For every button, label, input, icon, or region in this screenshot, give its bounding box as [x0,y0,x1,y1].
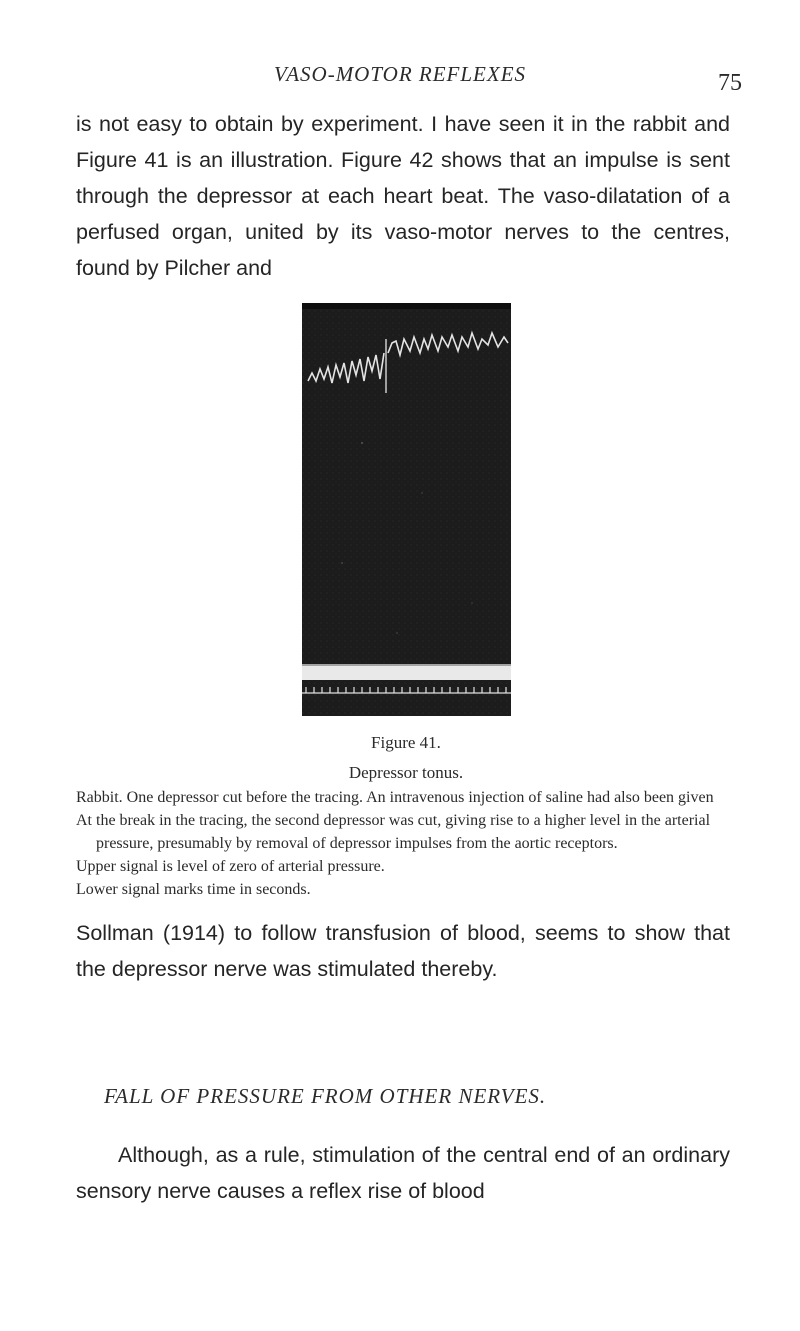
caption-line-2: At the break in the tracing, the second depressor was cut, giving rise to a higher level in the arterial pressure, presumably by removal of depressor impulses from the aortic receptors. [76,812,711,852]
running-head: VASO-MOTOR REFLEXES [273,62,527,86]
body-paragraph-1: is not easy to obtain by experiment. I have seen it in the rabbit and Figure 41 is an illustration. Figure 42 shows that an impulse is sent through the depressor at each heart beat. The vaso-dilatation of a perfused organ, united by its vaso-motor nerves to the centres, found by Pilcher and [76,112,730,280]
page-number: 75 [718,70,742,96]
plate-speck [341,562,343,564]
figure-caption [76,786,728,901]
body-paragraph-3: Although, as a rule, stimulation of the central end of an ordinary sensory nerve causes a reflex rise of blood [76,1143,730,1203]
kymograph-tracing-figure [302,303,511,716]
section-heading: FALL OF PRESSURE FROM OTHER NERVES. [104,1084,547,1108]
plate-speck [361,442,363,444]
caption-line-3: Upper signal is level of zero of arterial pressure. [76,858,385,875]
figure-label: Figure 41. [371,733,441,752]
plate-speck [396,632,398,634]
figure-title: Depressor tonus. [348,763,464,782]
signal-band [302,666,511,680]
smoked-paper-background [302,303,511,716]
plate-speck [471,602,472,603]
body-paragraph-2: Sollman (1914) to follow transfusion of blood, seems to show that the depressor nerve was stimulated thereby. [76,921,730,981]
plate-speck [421,492,423,494]
plate-top-edge [302,303,511,309]
caption-line-1: Rabbit. One depressor cut before the tracing. An intravenous injection of saline had also been given [76,789,714,806]
kymograph-plate-svg [302,303,511,716]
caption-line-4: Lower signal marks time in seconds. [76,881,311,898]
